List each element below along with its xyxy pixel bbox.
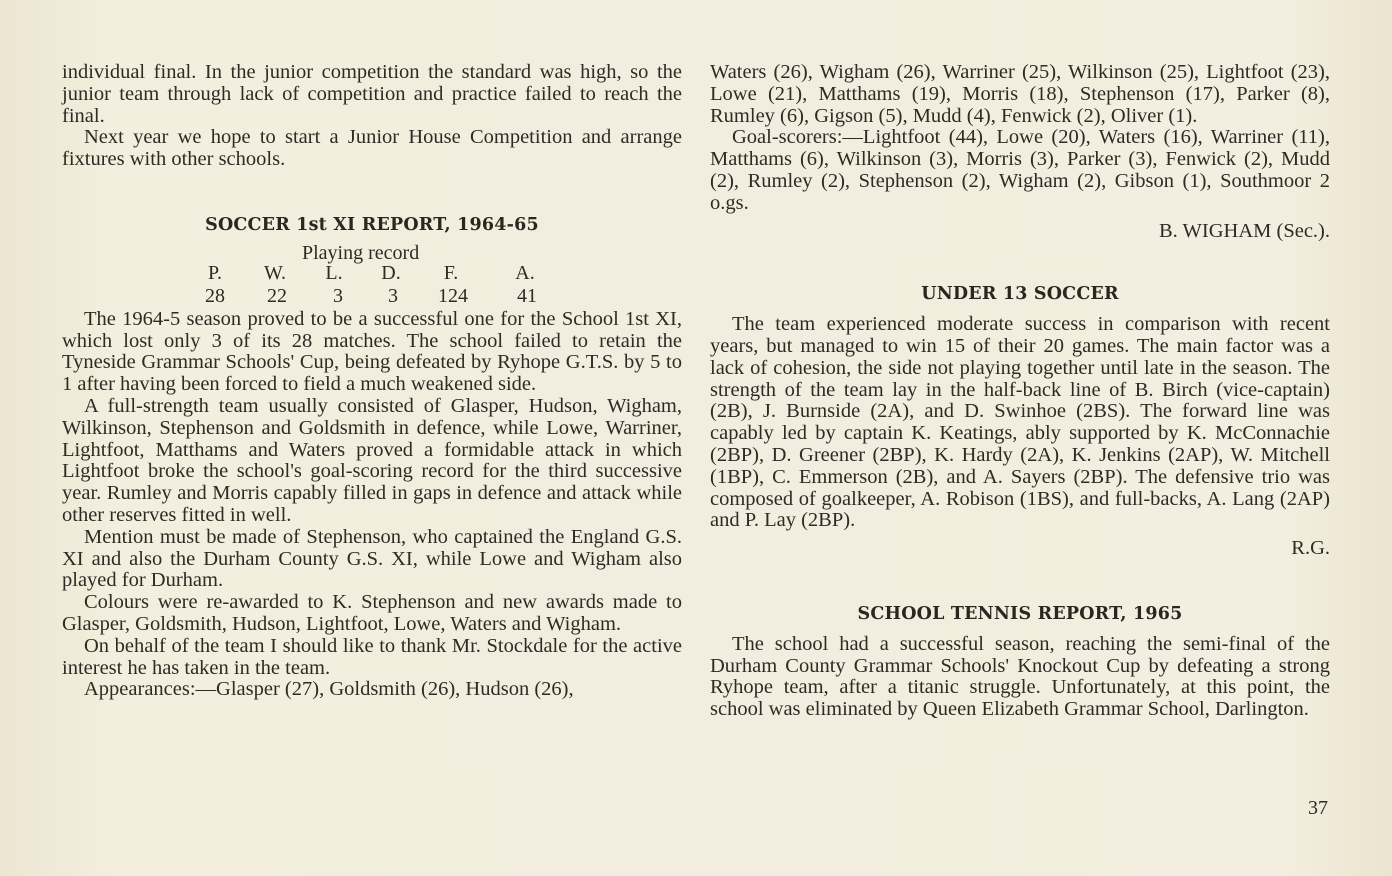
playing-record <box>62 243 682 309</box>
left-column <box>62 62 682 701</box>
record-value-drawn: 3 <box>388 284 398 307</box>
page-number: 37 <box>1308 797 1328 819</box>
paragraph-season: The 1964-5 season proved to be a successful one for the School 1st XI, which lost only 3 of its 28 matches. The school failed to retain the Tyneside Grammar Schools' Cup, being defeated by Ryhope G.T.S. by 5 to 1 after having been forced to field a much weakened side. <box>62 307 682 396</box>
record-value-for: 124 <box>438 284 468 307</box>
record-header-drawn: D. <box>381 261 401 284</box>
record-header-for: F. <box>443 261 459 284</box>
under13-heading: UNDER 13 SOCCER <box>921 284 1119 305</box>
tennis-report-heading: SCHOOL TENNIS REPORT, 1965 <box>857 603 1183 624</box>
playing-record-title: Playing record <box>302 241 420 264</box>
paragraph-thanks: On behalf of the team I should like to thank Mr. Stockdale for the active interest he has taken in the team. <box>62 634 682 679</box>
paragraph-appearances-continued: Waters (26), Wigham (26), Warriner (25), Wilkinson (25), Lightfoot (23), Lowe (21), Matthams (19), Morris (18), Stephenson (17), Parker (8), Rumley (6), Gigson (5), Mudd (4), Fenwick (2), Oliver (1). <box>710 61 1330 127</box>
record-header-won: W. <box>263 261 287 284</box>
right-column <box>710 62 1330 721</box>
record-value-played: 28 <box>205 284 225 307</box>
paragraph-goalscorers: Goal-scorers:—Lightfoot (44), Lowe (20), Waters (16), Warriner (11), Matthams (6), Wilkinson (3), Morris (3), Parker (3), Fenwick (2), Mudd (2), Rumley (2), Stephenson (2), Wigham (2), Gibson (1), Southmoor 2 o.gs. <box>710 126 1330 214</box>
paragraph-tennis: The school had a successful season, reaching the semi-final of the Durham County Grammar Schools' Knockout Cup by defeating a strong Ryhope team, after a titanic struggle. Unfortunately, at this point, the school was eliminated by Queen Elizabeth Grammar School, Darlington. <box>710 632 1330 721</box>
record-value-lost: 3 <box>333 284 343 307</box>
record-header-played: P. <box>208 261 222 284</box>
paragraph-colours: Colours were re-awarded to K. Stephenson and new awards made to Glasper, Goldsmith, Hudson, Lightfoot, Lowe, Waters and Wigham. <box>62 591 682 635</box>
under13-signature: R.G. <box>1291 537 1330 560</box>
record-header-against: A. <box>515 261 535 284</box>
paragraph-next-year: Next year we hope to start a Junior House Competition and arrange fixtures with other schools. <box>62 126 682 171</box>
soccer-report-signature: B. WIGHAM (Sec.). <box>1159 219 1330 242</box>
paragraph-appearances: Appearances:—Glasper (27), Goldsmith (26), Hudson (26), <box>84 678 574 701</box>
paragraph-team: A full-strength team usually consisted of Glasper, Hudson, Wigham, Wilkinson, Stephenson and Goldsmith in defence, while Lowe, Warriner, Lightfoot, Matthams and Waters proved a formidable attack in which Lightfoot broke the school's goal-scoring record for the third successive year. Rumley and Morris capably filled in gaps in defence and attack while other reserves fitted in well. <box>62 394 682 526</box>
soccer-report-heading: SOCCER 1st XI REPORT, 1964-65 <box>205 214 539 235</box>
paragraph-under13: The team experienced moderate success in comparison with recent years, but managed to win 15 of their 20 games. The main factor was a lack of cohesion, the side not playing together until late in the season. The strength of the team lay in the half-back line of B. Birch (vice-captain) (2B), J. Burnside (2A), and D. Swinhoe (2BS). The forward line was capably led by captain K. Keatings, ably supported by K. McConnachie (2BP), D. Greener (2BP), K. Hardy (2A), K. Jenkins (2AP), W. Mitchell (1BP), C. Emmerson (2B), and A. Sayers (2BP). The defensive trio was composed of goalkeeper, A. Robison (1BS), and full-backs, A. Lang (2AP) and P. Lay (2BP). <box>710 313 1330 532</box>
record-header-lost: L. <box>325 261 343 284</box>
record-value-against: 41 <box>517 284 537 307</box>
paragraph-intro: individual final. In the junior competition the standard was high, so the junior team through lack of competition and practice failed to reach the final. <box>62 61 682 127</box>
record-value-won: 22 <box>267 284 287 307</box>
paragraph-mention: Mention must be made of Stephenson, who captained the England G.S. XI and also the Durham County G.S. XI, while Lowe and Wigham also played for Durham. <box>62 525 682 592</box>
